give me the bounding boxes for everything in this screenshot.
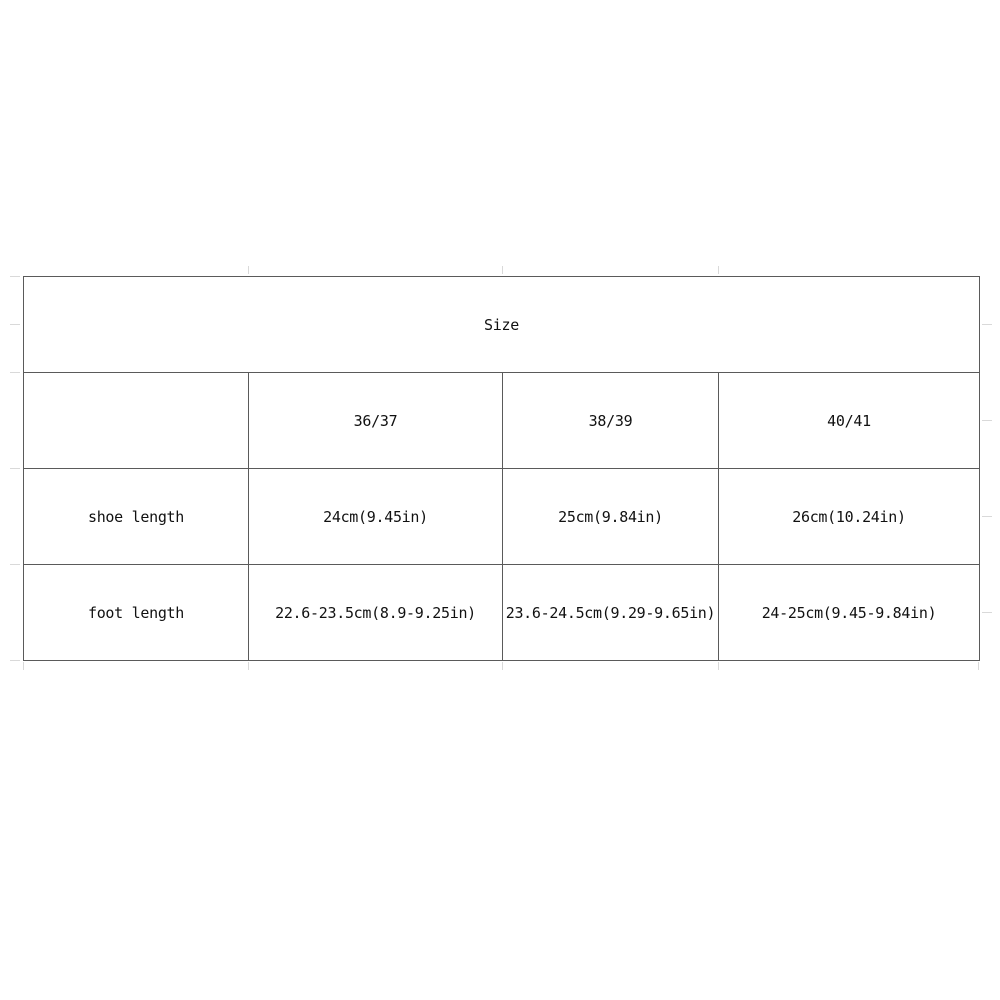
gridline-tick: [248, 662, 249, 670]
gridline-tick: [10, 564, 20, 565]
table-title-row: [24, 277, 980, 373]
gridline-tick: [23, 662, 24, 670]
gridline-tick: [248, 266, 249, 274]
gridline-tick: [10, 468, 20, 469]
gridline-tick: [982, 324, 992, 325]
table-cell: 24cm(9.45in): [249, 469, 503, 565]
size-header-cell: 40/41: [719, 373, 980, 469]
table-title: Size: [24, 277, 980, 373]
gridline-tick: [978, 662, 979, 670]
header-label-cell: [24, 373, 249, 469]
gridline-tick: [982, 516, 992, 517]
gridline-tick: [10, 324, 20, 325]
gridline-tick: [718, 662, 719, 670]
gridline-tick: [10, 660, 20, 661]
gridline-tick: [982, 612, 992, 613]
gridline-tick: [718, 266, 719, 274]
table-row: [24, 469, 980, 565]
gridline-tick: [10, 372, 20, 373]
table-cell: 24-25cm(9.45-9.84in): [719, 565, 980, 661]
table-cell: 22.6-23.5cm(8.9-9.25in): [249, 565, 503, 661]
row-label-cell: foot length: [24, 565, 249, 661]
table-cell: 25cm(9.84in): [503, 469, 719, 565]
gridline-tick: [502, 662, 503, 670]
size-header-cell: 36/37: [249, 373, 503, 469]
table-header-row: [24, 373, 980, 469]
size-table: [23, 276, 980, 661]
row-label-cell: shoe length: [24, 469, 249, 565]
size-header-cell: 38/39: [503, 373, 719, 469]
table-row: [24, 565, 980, 661]
gridline-tick: [502, 266, 503, 274]
table-cell: 23.6-24.5cm(9.29-9.65in): [503, 565, 719, 661]
table-cell: 26cm(10.24in): [719, 469, 980, 565]
gridline-tick: [10, 276, 20, 277]
gridline-tick: [982, 420, 992, 421]
